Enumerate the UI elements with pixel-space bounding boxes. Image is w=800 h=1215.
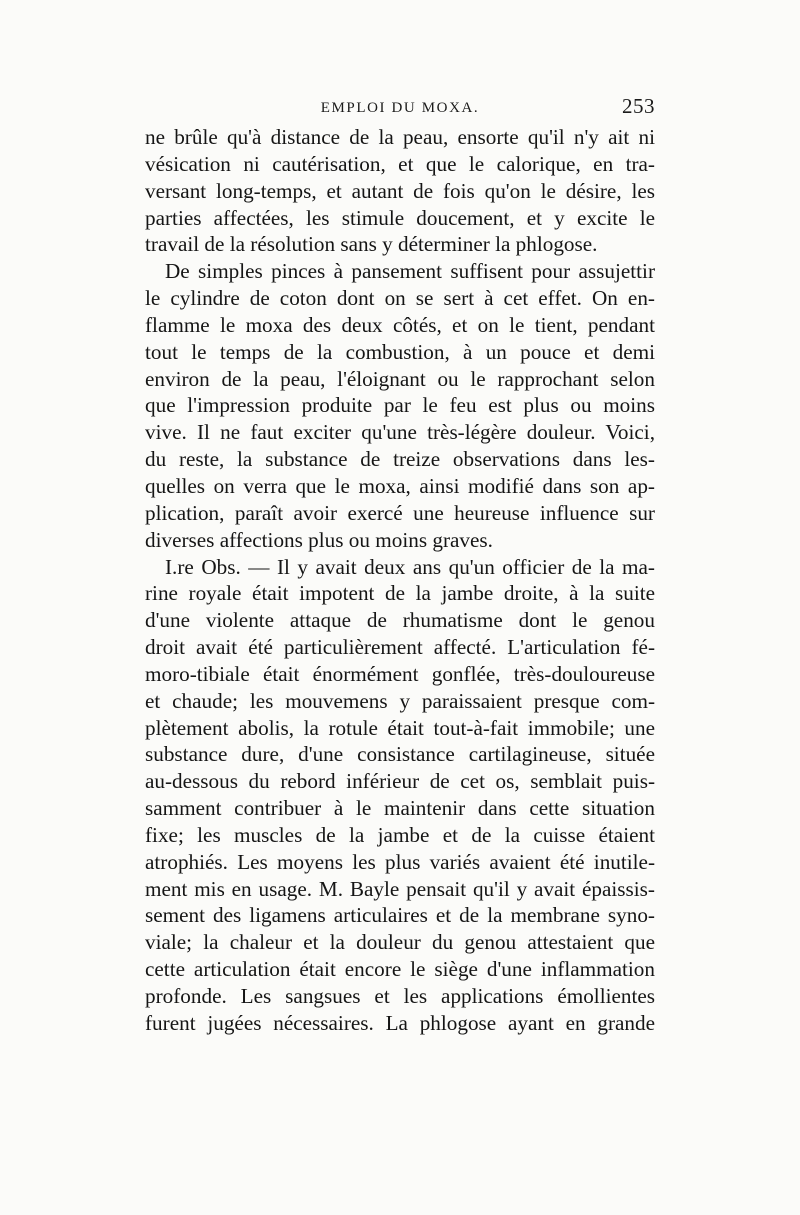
text-line: moro-tibiale était énormément gonflée, très-douloureuse [145,661,655,686]
text-line: parties affectées, les stimule doucement, et y excite le [145,205,655,230]
text-line: ne brûle qu'à distance de la peau, ensorte qu'il n'y ait ni [145,125,655,149]
body-text [145,124,655,1037]
text-line: quelles on verra que le moxa, ainsi modifié dans son ap- [145,473,655,498]
text-line: sement des ligamens articulaires et de la membrane syno- [145,903,655,928]
text-line: et chaude; les mouvemens y paraissaient presque com- [145,688,655,713]
text-line: flamme le moxa des deux côtés, et on le tient, pendant [145,312,655,337]
text-line: travail de la résolution sans y déterminer la phlogose. [145,232,598,257]
text-line: droit avait été particulièrement affecté. L'articulation fé- [145,635,655,660]
text-line: fixe; les muscles de la jambe et de la cuisse étaient [145,822,655,847]
text-line: De simples pinces à pansement suffisent pour assujettir [165,259,655,284]
text-line: rine royale était impotent de la jambe droite, à la suite [145,581,655,606]
text-line: substance dure, d'une consistance cartilagineuse, située [145,742,655,767]
text-line: atrophiés. Les moyens les plus variés avaient été inutile- [145,849,655,874]
page-number: 253 [622,94,655,118]
text-line: environ de la peau, l'éloignant ou le rapprochant selon [145,366,655,391]
text-line: diverses affections plus ou moins graves. [145,527,493,552]
text-line: plètement abolis, la rotule était tout-à-fait immobile; une [145,715,655,740]
text-line: cette articulation était encore le siège d'une inflammation [145,957,655,982]
text-line: furent jugées nécessaires. La phlogose ayant en grande [145,1010,655,1035]
text-line: samment contribuer à le maintenir dans cette situation [145,796,655,821]
text-line: I.re Obs. — Il y avait deux ans qu'un officier de la ma- [165,554,655,579]
text-line: que l'impression produite par le feu est plus ou moins [145,393,655,418]
text-line: ment mis en usage. M. Bayle pensait qu'il y avait épaissis- [145,876,655,901]
text-line: d'une violente attaque de rhumatisme dont le genou [145,608,655,633]
text-line: vive. Il ne faut exciter qu'une très-légère douleur. Voici, [145,420,655,445]
text-line: versant long-temps, et autant de fois qu'on le désire, les [145,178,655,203]
text-line: viale; la chaleur et la douleur du genou attestaient que [145,930,655,955]
text-line: tout le temps de la combustion, à un pouce et demi [145,339,655,364]
running-head: EMPLOI DU MOXA. [320,100,480,116]
page-header [145,96,655,122]
text-line: vésication ni cautérisation, et que le calorique, en tra- [145,151,655,176]
text-line: le cylindre de coton dont on se sert à cet effet. On en- [145,286,655,311]
text-line: plication, paraît avoir exercé une heureuse influence sur [145,500,655,525]
text-line: au-dessous du rebord inférieur de cet os, semblait puis- [145,769,655,794]
text-line: profonde. Les sangsues et les applications émollientes [145,984,655,1008]
text-line: du reste, la substance de treize observations dans les- [145,447,655,472]
